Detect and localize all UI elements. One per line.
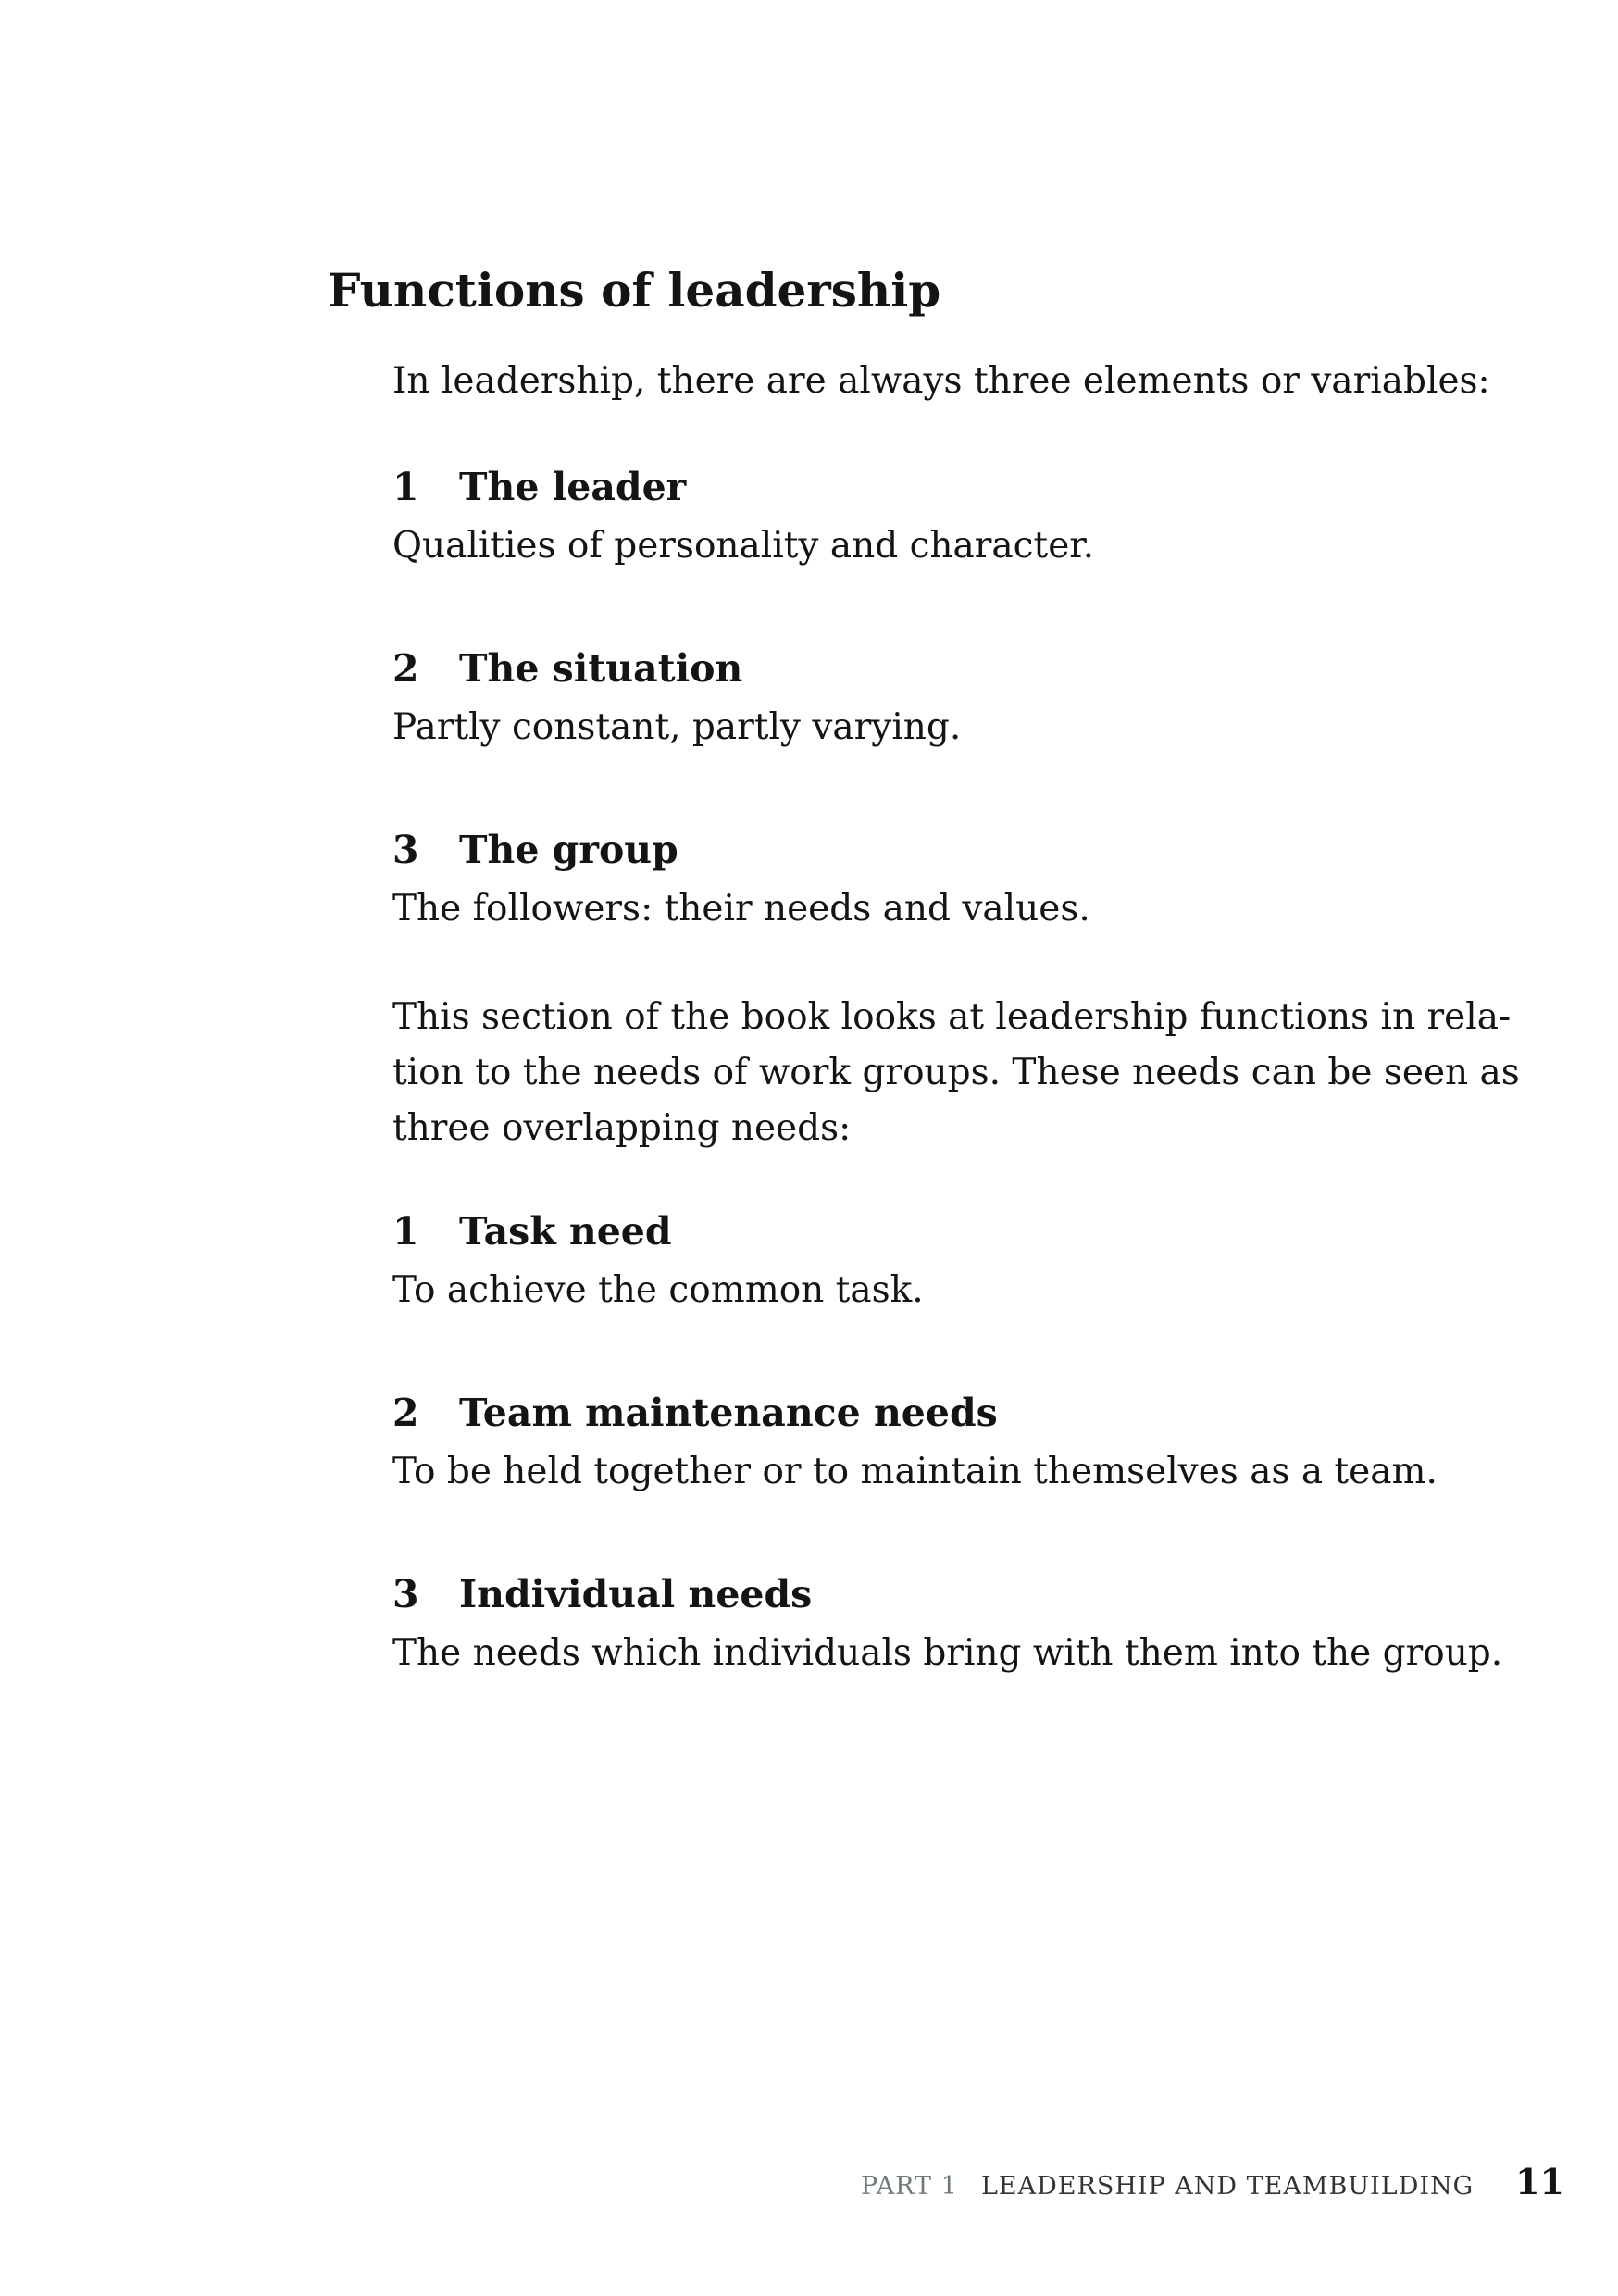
element-heading-leader xyxy=(392,461,686,513)
section-paragraph-line-1: This section of the book looks at leadership functions in rela- xyxy=(392,996,1512,1038)
need-text-individual: The needs which individuals bring with them into the group. xyxy=(392,1632,1503,1674)
section-paragraph-line-2: tion to the needs of work groups. These needs can be seen as xyxy=(392,1052,1520,1093)
page-number: 11 xyxy=(1515,2161,1564,2202)
element-number: 3 xyxy=(392,828,419,872)
section-paragraph-line-3: three overlapping needs: xyxy=(392,1107,852,1149)
need-heading-team-maintenance xyxy=(392,1387,998,1439)
element-title: The leader xyxy=(459,465,687,509)
element-heading-group xyxy=(392,824,678,876)
need-text-team-maintenance: To be held together or to maintain themselves as a team. xyxy=(392,1451,1438,1492)
footer-section-title: LEADERSHIP AND TEAMBUILDING xyxy=(981,2172,1475,2201)
element-title: The group xyxy=(459,828,678,872)
element-heading-situation xyxy=(392,643,742,694)
need-heading-task xyxy=(392,1205,672,1257)
running-footer xyxy=(861,2161,1564,2209)
element-title: The situation xyxy=(459,646,743,691)
element-text-leader: Qualities of personality and character. xyxy=(392,525,1095,567)
element-text-group: The followers: their needs and values. xyxy=(392,888,1090,930)
intro-paragraph: In leadership, there are always three elements or variables: xyxy=(392,360,1490,402)
need-title: Task need xyxy=(459,1209,672,1254)
footer-part-label: PART 1 xyxy=(861,2172,958,2201)
page-title: Functions of leadership xyxy=(328,263,941,318)
need-heading-individual xyxy=(392,1568,812,1620)
need-number: 2 xyxy=(392,1391,419,1435)
need-title: Team maintenance needs xyxy=(459,1391,998,1435)
need-number: 3 xyxy=(392,1572,419,1616)
need-text-task: To achieve the common task. xyxy=(392,1269,924,1311)
element-text-situation: Partly constant, partly varying. xyxy=(392,706,962,748)
element-number: 1 xyxy=(392,465,419,509)
element-number: 2 xyxy=(392,646,419,691)
need-title: Individual needs xyxy=(459,1572,813,1616)
need-number: 1 xyxy=(392,1209,419,1254)
